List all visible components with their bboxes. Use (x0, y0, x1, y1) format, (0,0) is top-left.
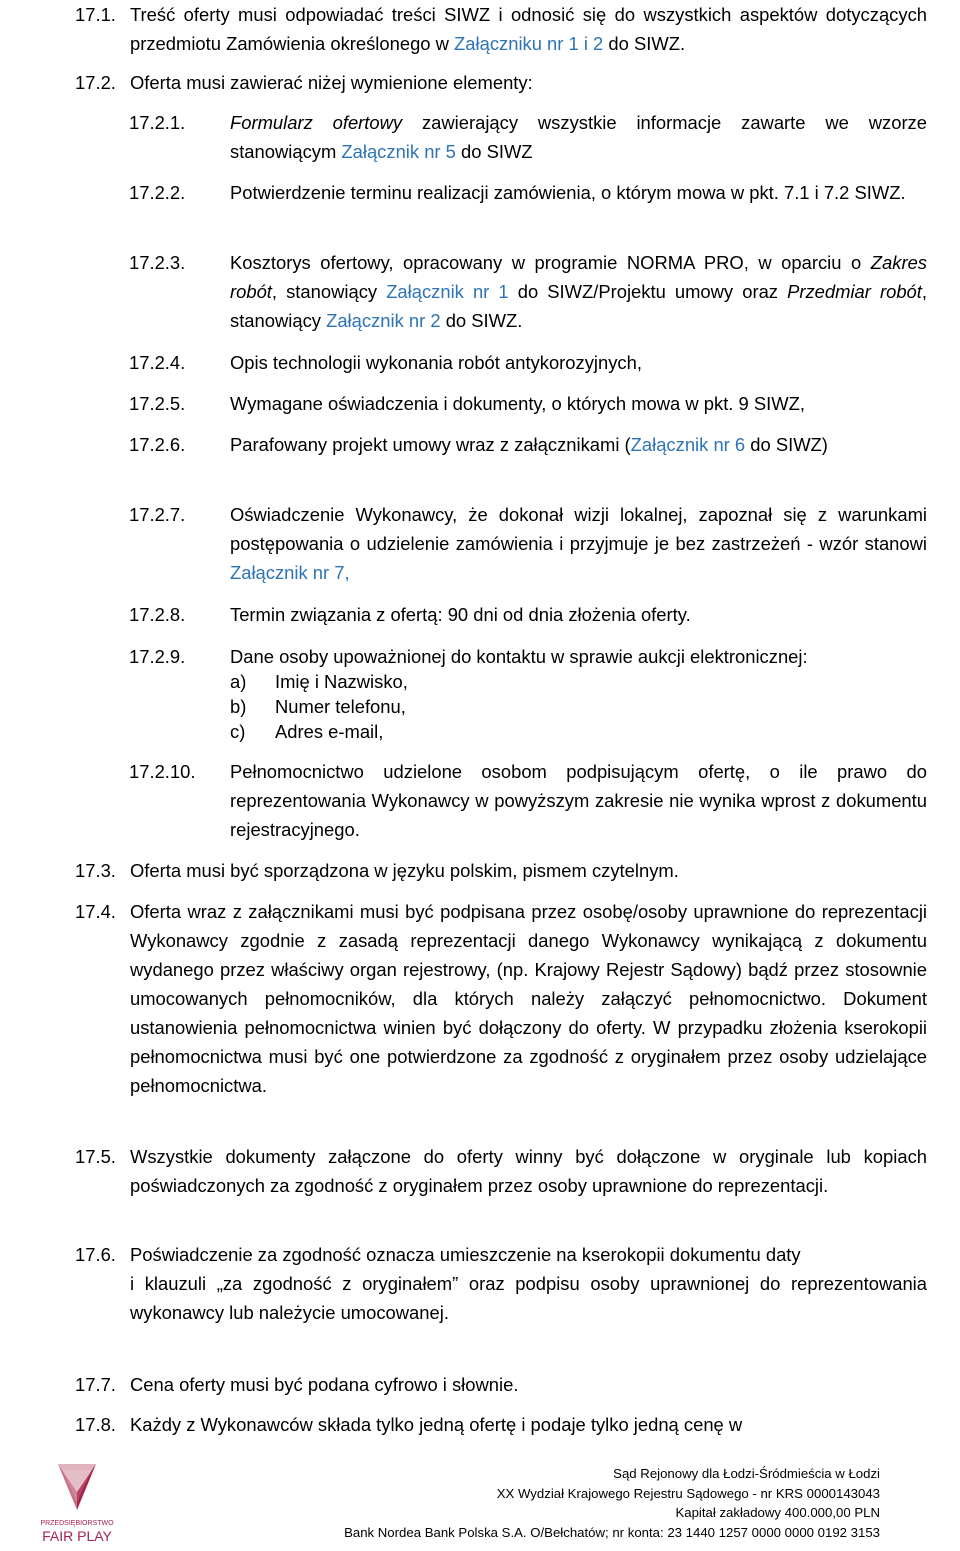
section-number: 17.2.3. (129, 252, 186, 273)
section-text: Oświadczenie Wykonawcy, że dokonał wizji lokalnej, zapoznał się z warunkami postępowania o udzielenie zamówienia i przyjmuje je bez zastrzeżeń - wzór stanowi Załącznik nr 7, (230, 504, 927, 583)
section-number: 17.3. (75, 860, 116, 881)
section-17-1 (75, 0, 927, 58)
fair-play-logo-icon (34, 1462, 120, 1546)
section-text: Oferta wraz z załącznikami musi być podpisana przez osobę/osoby uprawnione do reprezentacji Wykonawcy zgodnie z zasadą reprezentacji danego Wykonawcy wynikającą z dokumentu wydanego przez właściwy organ rejestrowy, (np. Krajowy Rejestr Sądowy) bądź przez stosownie umocowanych pełnomocników, dla których należy załączyć pełnomocnictwo. Dokument ustanowienia pełnomocnictwa winien być dołączony do oferty. W przypadku złożenia kserokopii pełnomocnictwa musi być one potwierdzone za zgodność z oryginałem przez osoby udzielające pełnomocnictwa. (130, 901, 927, 1096)
section-number: 17.1. (75, 4, 116, 25)
section-number: 17.2.10. (129, 761, 196, 782)
section-17-2-3 (129, 248, 927, 335)
section-17-7 (75, 1370, 927, 1399)
section-17-5 (75, 1142, 927, 1200)
attachment-link[interactable]: Załącznik nr 6 (630, 434, 746, 455)
logo-small-text: PRZEDSIĘBIORSTWO (40, 1520, 114, 1527)
section-number: 17.8. (75, 1414, 116, 1435)
section-text: Cena oferty musi być podana cyfrowo i słownie. (130, 1374, 519, 1395)
section-number: 17.4. (75, 901, 116, 922)
section-text: Oferta musi być sporządzona w języku polskim, pismem czytelnym. (130, 860, 679, 881)
section-17-2-7 (129, 500, 927, 587)
attachment-link[interactable]: Załącznik nr 1 (386, 281, 509, 302)
list-item: a) Imię i Nazwisko, (230, 671, 408, 692)
attachment-link[interactable]: Załączniku nr 1 i 2 (454, 33, 604, 54)
section-text: Formularz ofertowy zawierający wszystkie informacje zawarte we wzorze stanowiącym Załącznik nr 5 do SIWZ (230, 112, 927, 162)
section-text: Parafowany projekt umowy wraz z załącznikami (Załącznik nr 6 do SIWZ) (230, 434, 828, 455)
attachment-link[interactable]: Załącznik nr 2 (326, 310, 441, 331)
attachment-link[interactable]: Załącznik nr 7, (230, 562, 350, 583)
attachment-link[interactable]: Załącznik nr 5 (341, 141, 456, 162)
section-number: 17.2.2. (129, 182, 186, 203)
list-item: b) Numer telefonu, (230, 696, 406, 717)
section-number: 17.7. (75, 1374, 116, 1395)
section-17-3 (75, 856, 927, 885)
section-text: Dane osoby upoważnionej do kontaktu w sprawie aukcji elektronicznej: a) Imię i Nazwisko, b) Numer telefonu, c) Adres e-mail, (230, 642, 927, 746)
section-number: 17.2.4. (129, 352, 186, 373)
section-text: Potwierdzenie terminu realizacji zamówienia, o którym mowa w pkt. 7.1 i 7.2 SIWZ. (230, 182, 906, 203)
section-17-2-5 (129, 389, 927, 418)
section-text: Wszystkie dokumenty załączone do oferty winny być dołączone w oryginale lub kopiach poświadczonych za zgodność z oryginałem przez osoby uprawnione do reprezentacji. (130, 1146, 927, 1196)
list-item: c) Adres e-mail, (230, 721, 384, 742)
section-17-2 (75, 68, 927, 97)
section-text: Oferta musi zawierać niżej wymienione elementy: (130, 72, 533, 93)
footer-bank: Bank Nordea Bank Polska S.A. O/Bełchatów; nr konta: 23 1440 1257 0000 0000 0192 3153 (344, 1524, 880, 1540)
section-text: Treść oferty musi odpowiadać treści SIWZ i odnosić się do wszystkich aspektów dotyczących przedmiotu Zamówienia określonego w Załączniku nr 1 i 2 do SIWZ. (130, 4, 927, 54)
section-text: Termin związania z ofertą: 90 dni od dnia złożenia oferty. (230, 604, 691, 625)
section-text: Kosztorys ofertowy, opracowany w programie NORMA PRO, w oparciu o Zakres robót, stanowiący Załącznik nr 1 do SIWZ/Projektu umowy oraz Przedmiar robót, stanowiący Załącznik nr 2 do SIWZ. (230, 252, 928, 331)
section-text: Poświadczenie za zgodność oznacza umieszczenie na kserokopii dokumentu daty i klauzuli „za zgodność z oryginałem” oraz podpisu osoby uprawnionej do reprezentowania wykonawcy lub należycie umocowanej. (130, 1244, 927, 1323)
section-number: 17.2. (75, 72, 116, 93)
section-17-2-6 (129, 430, 927, 459)
section-17-2-2 (129, 178, 927, 207)
section-17-6 (75, 1240, 927, 1327)
logo-big-text: FAIR PLAY (42, 1528, 112, 1544)
section-number: 17.2.6. (129, 434, 186, 455)
section-17-2-8 (129, 600, 927, 629)
section-number: 17.2.9. (129, 646, 186, 667)
footer-info (200, 1464, 880, 1542)
footer-capital: Kapitał zakładowy 400.000,00 PLN (675, 1505, 880, 1520)
section-number: 17.2.5. (129, 393, 186, 414)
section-17-4 (75, 897, 927, 1100)
footer-court: Sąd Rejonowy dla Łodzi-Śródmieścia w Łodzi (613, 1466, 880, 1481)
section-number: 17.6. (75, 1244, 116, 1265)
section-text: Opis technologii wykonania robót antykorozyjnych, (230, 352, 642, 373)
section-text: Pełnomocnictwo udzielone osobom podpisującym ofertę, o ile prawo do reprezentowania Wykonawcy w powyższym zakresie nie wynika wprost z dokumentu rejestracyjnego. (230, 761, 927, 840)
footer-krs: XX Wydział Krajowego Rejestru Sądowego - nr KRS 0000143043 (496, 1485, 880, 1501)
section-text: Wymagane oświadczenia i dokumenty, o których mowa w pkt. 9 SIWZ, (230, 393, 805, 414)
section-number: 17.2.8. (129, 604, 186, 625)
section-number: 17.2.7. (129, 504, 186, 525)
section-17-2-4 (129, 348, 927, 377)
section-number: 17.5. (75, 1146, 116, 1167)
company-logo (34, 1462, 120, 1546)
section-17-2-10 (129, 757, 927, 844)
section-text: Każdy z Wykonawców składa tylko jedną ofertę i podaje tylko jedną cenę w (130, 1414, 743, 1435)
section-number: 17.2.1. (129, 112, 186, 133)
section-17-8 (75, 1410, 927, 1439)
section-17-2-9 (129, 642, 927, 746)
section-17-2-1 (129, 108, 927, 166)
